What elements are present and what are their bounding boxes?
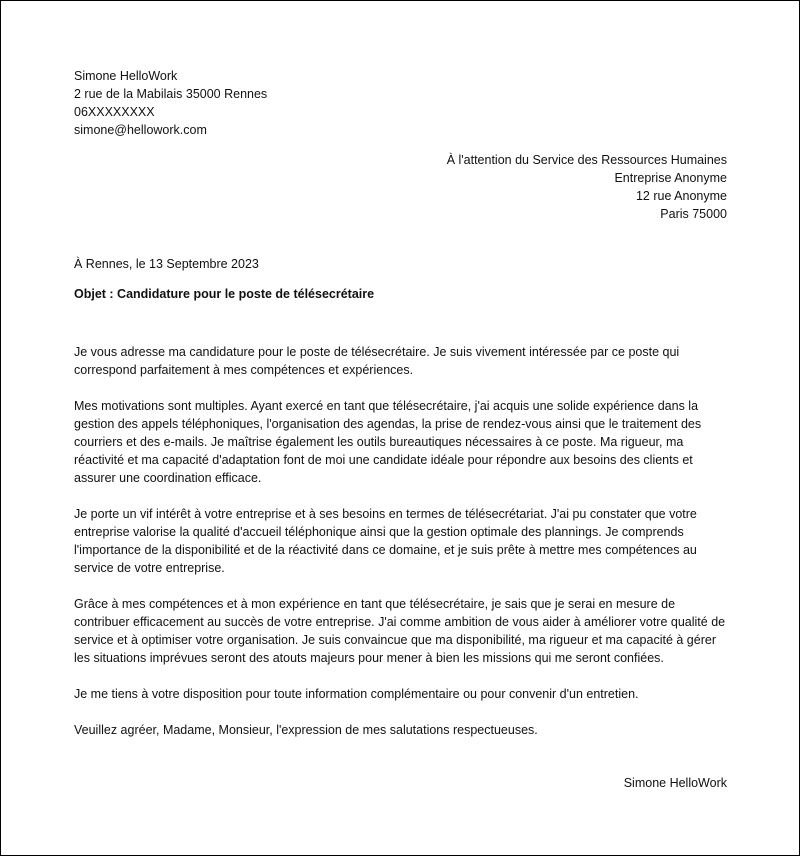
- body-paragraph-motivations: Mes motivations sont multiples. Ayant exercé en tant que télésecrétaire, j'ai acquis une solide expérience dans la gestion des appels téléphoniques, l'organisation des agendas, la prise de rendez-vous ainsi que le traitement des courriers et des e-mails. Je maîtrise également les outils bureautiques nécessaires à ce poste. Ma rigueur, ma réactivité et ma capacité d'adaptation font de moi une candidate idéale pour répondre aux besoins des clients et assurer une coordination efficace.: [74, 399, 702, 485]
- signature: Simone HelloWork: [623, 776, 727, 790]
- body-paragraph-contribution: Grâce à mes compétences et à mon expérience en tant que télésecrétaire, je sais que je serai en mesure de contribuer efficacement au succès de votre entreprise. J'ai comme ambition de vous aider à améliorer votre qualité de service et à optimiser votre organisation. Je suis convaincue que ma disponibilité, ma rigueur et ma capacité à gérer les situations imprévues seront des atouts majeurs pour mener à bien les missions qui me seront confiées.: [74, 597, 726, 665]
- sender-email: simone@hellowork.com: [74, 123, 207, 137]
- recipient-city: Paris 75000: [660, 207, 727, 221]
- recipient-attention: À l'attention du Service des Ressources Humaines: [446, 153, 727, 167]
- sender-name: Simone HelloWork: [74, 69, 178, 83]
- recipient-block: [307, 151, 727, 223]
- body-paragraph-availability: Je me tiens à votre disposition pour toute information complémentaire ou pour convenir d'un entretien.: [74, 687, 639, 701]
- recipient-company: Entreprise Anonyme: [614, 171, 727, 185]
- sender-block: [74, 67, 474, 139]
- body-paragraph-company-interest: Je porte un vif intérêt à votre entreprise et à ses besoins en termes de télésecrétariat. J'ai pu constater que votre entreprise valorise la qualité d'accueil téléphonique ainsi que la gestion optimale des plannings. Je comprends l'importance de la disponibilité et de la réactivité dans ce domaine, et je suis prête à mettre mes compétences au service de votre entreprise.: [74, 507, 697, 575]
- sender-phone: 06XXXXXXXX: [74, 105, 155, 119]
- subject-line: Objet : Candidature pour le poste de télésecrétaire: [74, 287, 375, 301]
- letter-body: [74, 343, 734, 757]
- recipient-street: 12 rue Anonyme: [635, 189, 727, 203]
- body-paragraph-closing: Veuillez agréer, Madame, Monsieur, l'expression de mes salutations respectueuses.: [74, 723, 538, 737]
- body-paragraph-intro: Je vous adresse ma candidature pour le poste de télésecrétaire. Je suis vivement intéressée par ce poste qui correspond parfaitement à mes compétences et expériences.: [74, 345, 680, 377]
- date-line: À Rennes, le 13 Septembre 2023: [74, 257, 259, 271]
- sender-address: 2 rue de la Mabilais 35000 Rennes: [74, 87, 268, 101]
